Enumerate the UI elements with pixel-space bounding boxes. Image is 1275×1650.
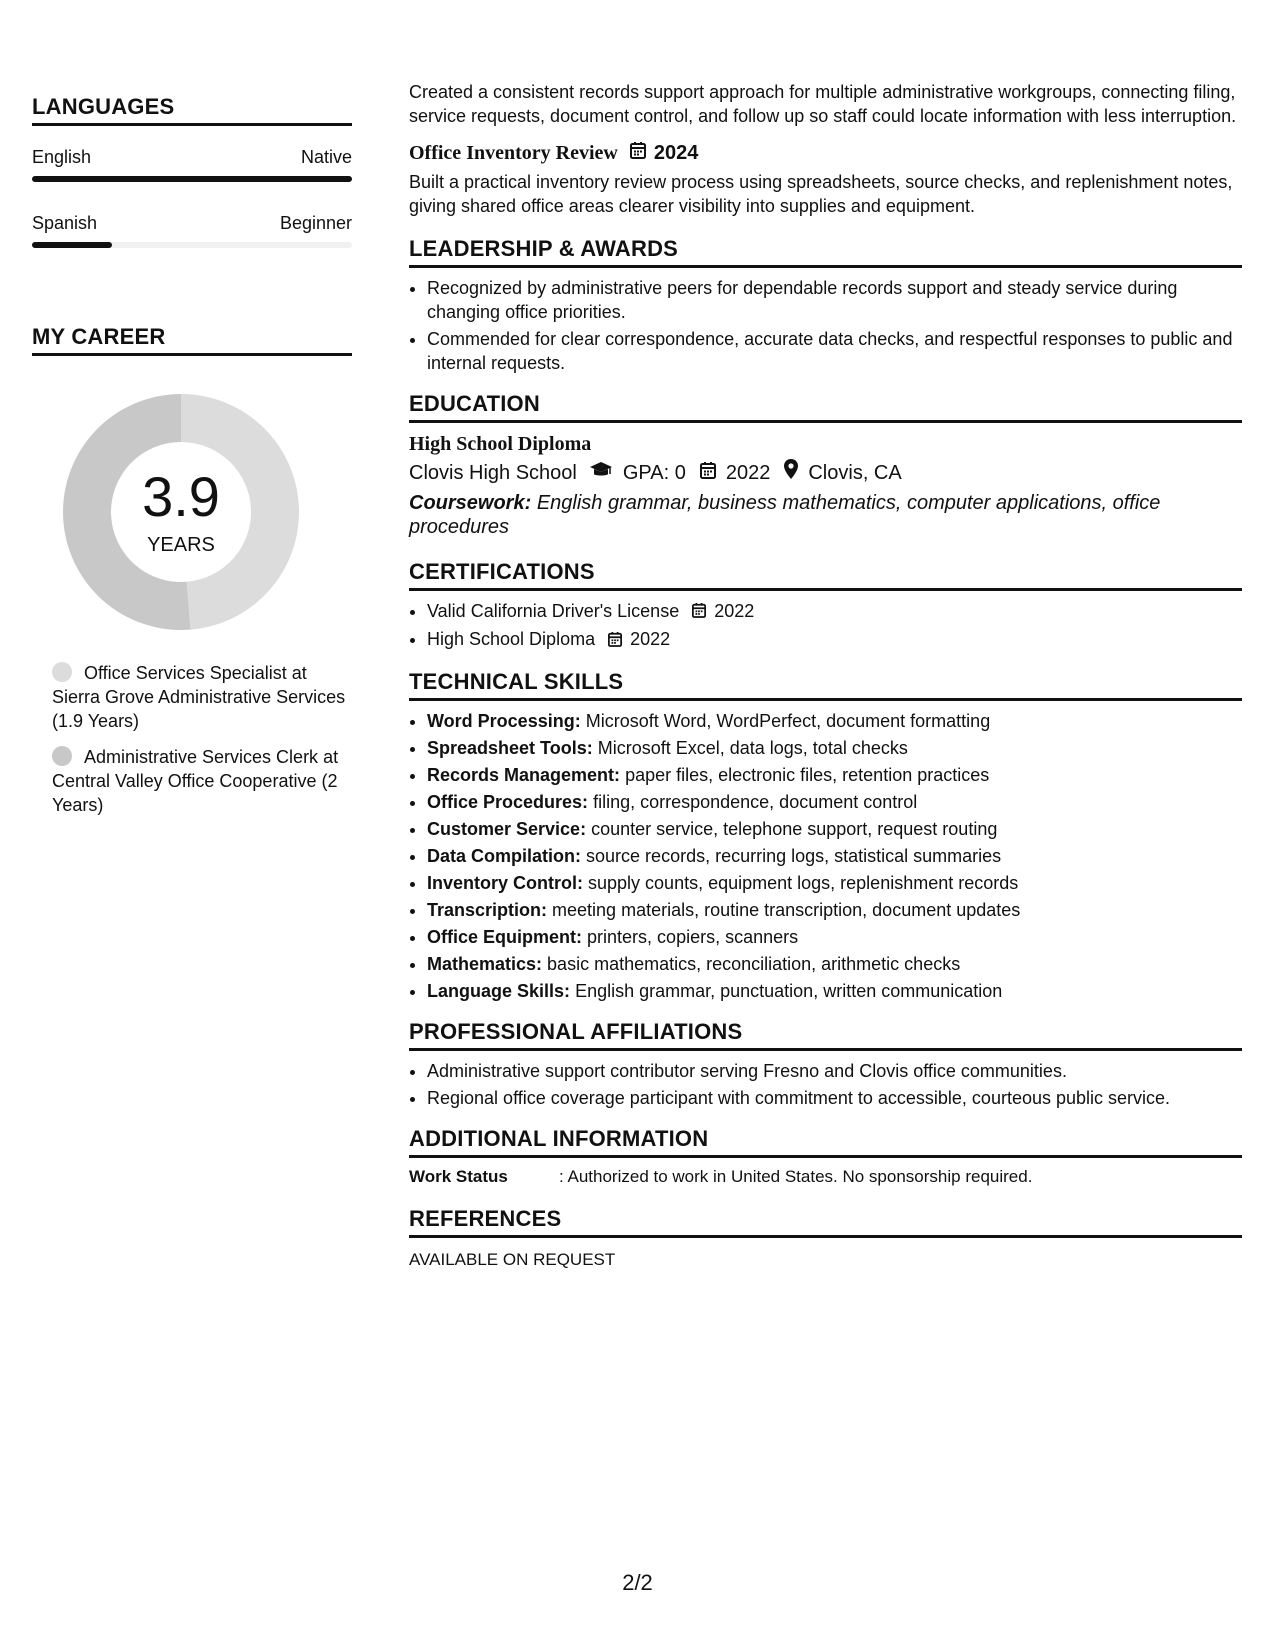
skill-value: source records, recurring logs, statistical summaries — [586, 845, 1002, 866]
language-proficiency-bar — [32, 176, 352, 182]
language-proficiency-bar — [32, 242, 352, 248]
skill-item — [427, 763, 1242, 787]
certifications-heading: CERTIFICATIONS — [409, 559, 1242, 591]
project-year: 2024 — [653, 142, 699, 164]
coursework-text: English grammar, business mathematics, computer applications, office procedures — [409, 492, 1161, 538]
education-gpa: GPA: 0 — [622, 462, 686, 484]
skill-value: filing, correspondence, document control — [593, 791, 918, 812]
career-total-value: 3.9 — [142, 465, 220, 528]
skill-label: Mathematics: — [427, 953, 543, 974]
language-name: Spanish — [32, 213, 98, 233]
career-legend-text: Administrative Services Clerk at Central Valley Office Cooperative (2 Years) — [52, 747, 339, 815]
affiliations-list — [409, 1059, 1242, 1110]
career-legend — [32, 661, 352, 817]
graduation-cap-icon — [589, 459, 613, 487]
skill-value: basic mathematics, reconciliation, arithmetic checks — [547, 953, 961, 974]
affiliations-heading: PROFESSIONAL AFFILIATIONS — [409, 1019, 1242, 1051]
location-pin-icon — [784, 459, 798, 487]
left-column — [32, 0, 352, 829]
skill-label: Data Compilation: — [427, 845, 582, 866]
leadership-item: • Commended for clear correspondence, accurate data checks, and respectful responses to public and internal requests. — [427, 327, 1242, 375]
certification-name: High School Diploma — [427, 629, 596, 650]
leadership-heading: LEADERSHIP & AWARDS — [409, 236, 1242, 268]
legend-dot-icon — [52, 662, 72, 682]
career-donut-chart — [56, 387, 306, 637]
skill-item — [427, 898, 1242, 922]
language-name: English — [32, 147, 92, 167]
skills-heading: TECHNICAL SKILLS — [409, 669, 1242, 701]
certification-year: 2022 — [630, 629, 671, 650]
skill-value: Microsoft Excel, data logs, total checks — [597, 737, 908, 758]
work-status-value: : Authorized to work in United States. No sponsorship required. — [559, 1166, 1033, 1186]
education-meta — [409, 459, 1242, 487]
skill-item — [427, 709, 1242, 733]
skill-label: Spreadsheet Tools: — [427, 737, 593, 758]
languages-heading: LANGUAGES — [32, 94, 352, 126]
references-heading: REFERENCES — [409, 1206, 1242, 1238]
skill-value: counter service, telephone support, request routing — [591, 818, 998, 839]
calendar-icon — [608, 629, 622, 653]
leadership-list — [409, 276, 1242, 375]
language-proficiency-fill — [32, 242, 112, 248]
skill-value: supply counts, equipment logs, replenishment records — [588, 872, 1019, 893]
career-heading: MY CAREER — [32, 324, 352, 356]
skill-label: Office Equipment: — [427, 926, 583, 947]
career-legend-item — [32, 745, 352, 817]
skill-value: Microsoft Word, WordPerfect, document formatting — [585, 710, 991, 731]
education-school: Clovis High School — [409, 462, 577, 484]
skill-value: printers, copiers, scanners — [587, 926, 799, 947]
certification-year: 2022 — [714, 601, 755, 621]
language-item — [32, 212, 352, 248]
education-coursework — [409, 491, 1242, 539]
skill-label: Language Skills: — [427, 980, 571, 1001]
career-legend-text: Office Services Specialist at Sierra Grove Administrative Services (1.9 Years) — [52, 663, 346, 731]
additional-info-heading: ADDITIONAL INFORMATION — [409, 1126, 1242, 1158]
project-intro-text: Created a consistent records support approach for multiple administrative workgroups, connecting filing, service requests, document control, and follow up so staff could locate information with less interruption. — [409, 82, 1237, 126]
leadership-item: • Recognized by administrative peers for dependable records support and steady service during changing office priorities. — [427, 276, 1242, 324]
career-legend-item — [32, 661, 352, 733]
calendar-icon — [700, 459, 716, 487]
skill-item — [427, 736, 1242, 760]
project-description: Built a practical inventory review process using spreadsheets, source checks, and replenishment notes, giving shared office areas clearer visibility into supplies and equipment. — [409, 172, 1233, 216]
skill-item — [427, 871, 1242, 895]
skill-item — [427, 952, 1242, 976]
education-year: 2022 — [725, 462, 771, 484]
affiliation-item: • Administrative support contributor serving Fresno and Clovis office communities. — [427, 1059, 1242, 1083]
skill-label: Transcription: — [427, 899, 548, 920]
language-level: Beginner — [279, 213, 352, 233]
work-status-row — [409, 1166, 1242, 1188]
career-total-unit: YEARS — [147, 534, 215, 556]
certification-item — [427, 599, 1242, 624]
education-degree: High School Diploma — [409, 433, 592, 455]
project-title-row — [409, 140, 1242, 166]
calendar-icon — [630, 140, 646, 166]
skill-label: Records Management: — [427, 764, 621, 785]
work-status-label: Work Status — [409, 1166, 508, 1186]
references-text: AVAILABLE ON REQUEST — [409, 1249, 616, 1269]
language-item — [32, 146, 352, 182]
right-column — [409, 0, 1242, 1272]
certification-item — [427, 627, 1242, 652]
certifications-list — [409, 599, 1242, 653]
coursework-label: Coursework: — [409, 492, 532, 514]
calendar-icon — [692, 600, 706, 624]
skill-value: meeting materials, routine transcription, document updates — [552, 899, 1021, 920]
skills-list — [409, 709, 1242, 1003]
skill-item — [427, 844, 1242, 868]
skill-label: Office Procedures: — [427, 791, 589, 812]
skill-item — [427, 925, 1242, 949]
skill-label: Customer Service: — [427, 818, 587, 839]
language-proficiency-fill — [32, 176, 352, 182]
certification-name: Valid California Driver's License — [427, 601, 680, 621]
skill-label: Word Processing: — [427, 710, 581, 731]
skill-value: paper files, electronic files, retention practices — [625, 764, 990, 785]
language-level: Native — [300, 147, 352, 167]
skill-value: English grammar, punctuation, written communication — [575, 980, 1003, 1001]
legend-dot-icon — [52, 746, 72, 766]
education-heading: EDUCATION — [409, 391, 1242, 423]
skill-label: Inventory Control: — [427, 872, 583, 893]
affiliation-item: • Regional office coverage participant with commitment to accessible, courteous public service. — [427, 1086, 1242, 1110]
project-title: Office Inventory Review — [409, 142, 618, 164]
skill-item — [427, 979, 1242, 1003]
page-number: 2/2 — [622, 1570, 653, 1595]
education-location: Clovis, CA — [808, 462, 902, 484]
skill-item — [427, 817, 1242, 841]
skill-item — [427, 790, 1242, 814]
